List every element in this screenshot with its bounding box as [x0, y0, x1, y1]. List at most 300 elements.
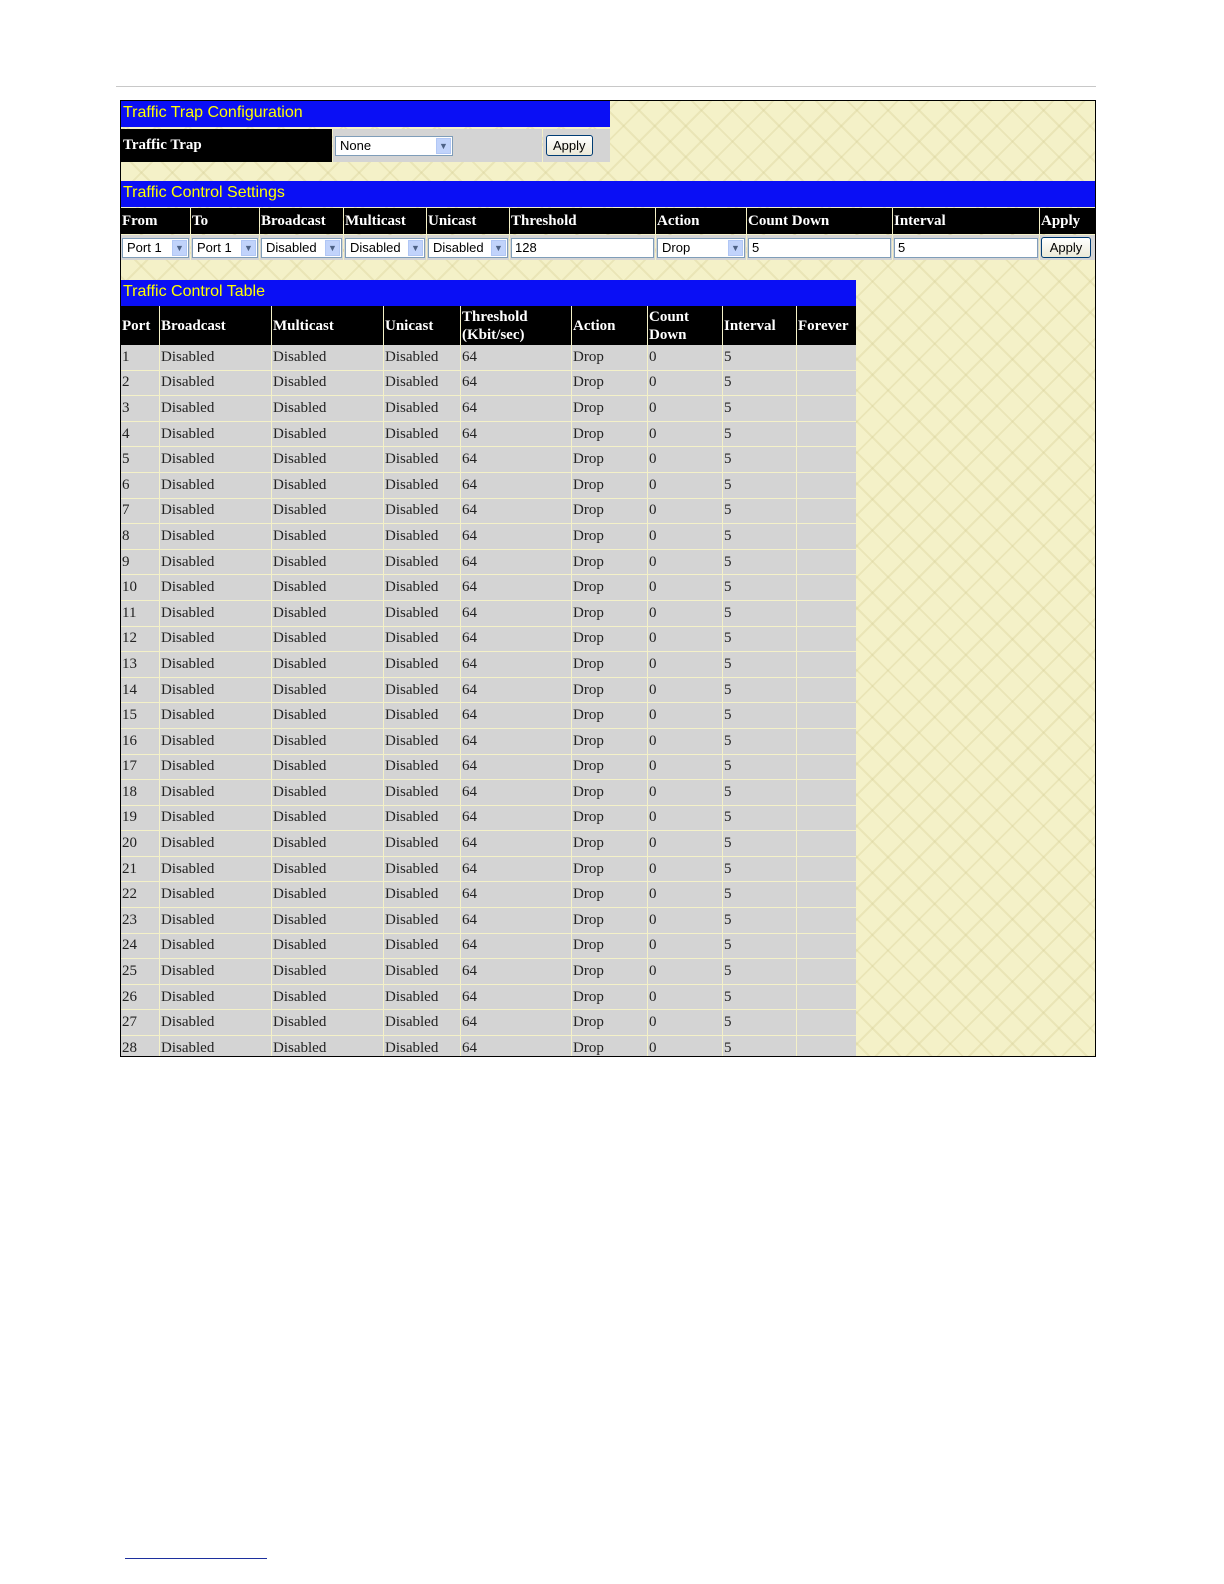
cell-action: Drop — [572, 499, 648, 525]
cell-count-down: 0 — [648, 499, 723, 525]
cell-action: Drop — [572, 678, 648, 704]
cell-multicast: Disabled — [272, 806, 384, 832]
table-row — [121, 371, 856, 397]
table-row — [121, 780, 856, 806]
header-interval: Interval — [723, 306, 797, 345]
broadcast-select[interactable] — [261, 238, 342, 258]
cell-count-down: 0 — [648, 473, 723, 499]
cell-count-down: 0 — [648, 908, 723, 934]
cell-interval: 5 — [723, 524, 797, 550]
cell-port: 26 — [121, 985, 160, 1011]
cell-unicast: Disabled — [384, 755, 461, 781]
chevron-down-icon: ▼ — [241, 240, 256, 256]
cell-port: 8 — [121, 524, 160, 550]
cell-forever — [797, 806, 856, 832]
cell-multicast: Disabled — [272, 780, 384, 806]
table-row — [121, 550, 856, 576]
cell-interval: 5 — [723, 882, 797, 908]
cell-count-down: 0 — [648, 550, 723, 576]
cell-count-down: 0 — [648, 1036, 723, 1057]
table-row — [121, 985, 856, 1011]
cell-interval: 5 — [723, 652, 797, 678]
cell-action: Drop — [572, 550, 648, 576]
cell-broadcast: Disabled — [160, 524, 272, 550]
cell-broadcast: Disabled — [160, 934, 272, 960]
cell-port: 7 — [121, 499, 160, 525]
cell-count-down: 0 — [648, 524, 723, 550]
cell-unicast: Disabled — [384, 627, 461, 653]
table-row — [121, 908, 856, 934]
cell-count-down: 0 — [648, 703, 723, 729]
cell-interval: 5 — [723, 396, 797, 422]
cell-forever — [797, 908, 856, 934]
table-row — [121, 345, 856, 371]
cell-forever — [797, 422, 856, 448]
header-unicast: Unicast — [384, 306, 461, 345]
cell-interval: 5 — [723, 575, 797, 601]
header-action: Action — [572, 306, 648, 345]
cell-unicast: Disabled — [384, 447, 461, 473]
cell-count-down: 0 — [648, 652, 723, 678]
cell-broadcast: Disabled — [160, 473, 272, 499]
table-row — [121, 1036, 856, 1057]
cell-interval: 5 — [723, 345, 797, 371]
cell-interval: 5 — [723, 447, 797, 473]
cell-multicast: Disabled — [272, 371, 384, 397]
cell-interval: 5 — [723, 1010, 797, 1036]
cell-unicast: Disabled — [384, 524, 461, 550]
cell-broadcast: Disabled — [160, 755, 272, 781]
table-row — [121, 857, 856, 883]
cell-broadcast: Disabled — [160, 422, 272, 448]
cell-action: Drop — [572, 959, 648, 985]
cell-action: Drop — [572, 371, 648, 397]
cell-threshold: 64 — [461, 473, 572, 499]
cell-broadcast: Disabled — [160, 857, 272, 883]
cell-multicast: Disabled — [272, 396, 384, 422]
table-row — [121, 499, 856, 525]
cell-threshold: 64 — [461, 371, 572, 397]
action-select[interactable] — [657, 238, 745, 258]
cell-action: Drop — [572, 831, 648, 857]
threshold-input[interactable]: 128 — [511, 238, 654, 258]
header-forever: Forever — [797, 306, 856, 345]
cell-count-down: 0 — [648, 575, 723, 601]
cell-interval: 5 — [723, 908, 797, 934]
cell-multicast: Disabled — [272, 447, 384, 473]
cell-count-down: 0 — [648, 396, 723, 422]
settings-header-row — [121, 208, 1095, 234]
cell-action: Drop — [572, 806, 648, 832]
unicast-value: Disabled — [433, 239, 484, 255]
cell-threshold: 64 — [461, 985, 572, 1011]
cell-unicast: Disabled — [384, 345, 461, 371]
cell-forever — [797, 780, 856, 806]
cell-broadcast: Disabled — [160, 985, 272, 1011]
cell-threshold: 64 — [461, 806, 572, 832]
cell-broadcast: Disabled — [160, 499, 272, 525]
cell-interval: 5 — [723, 729, 797, 755]
cell-count-down: 0 — [648, 831, 723, 857]
table-row — [121, 524, 856, 550]
cell-unicast: Disabled — [384, 499, 461, 525]
cell-threshold: 64 — [461, 396, 572, 422]
cell-count-down: 0 — [648, 882, 723, 908]
table-row — [121, 882, 856, 908]
cell-threshold: 64 — [461, 447, 572, 473]
cell-threshold: 64 — [461, 652, 572, 678]
cell-action: Drop — [572, 652, 648, 678]
table-row — [121, 652, 856, 678]
cell-port: 6 — [121, 473, 160, 499]
table-header-row — [121, 306, 856, 345]
cell-forever — [797, 934, 856, 960]
cell-threshold: 64 — [461, 780, 572, 806]
traffic-trap-select[interactable] — [335, 136, 453, 156]
cell-unicast: Disabled — [384, 652, 461, 678]
content-frame — [120, 100, 1096, 1057]
cell-forever — [797, 1010, 856, 1036]
cell-forever — [797, 575, 856, 601]
cell-port: 13 — [121, 652, 160, 678]
cell-threshold: 64 — [461, 729, 572, 755]
cell-forever — [797, 524, 856, 550]
cell-unicast: Disabled — [384, 550, 461, 576]
cell-multicast: Disabled — [272, 985, 384, 1011]
cell-forever — [797, 831, 856, 857]
cell-unicast: Disabled — [384, 934, 461, 960]
cell-port: 2 — [121, 371, 160, 397]
cell-broadcast: Disabled — [160, 396, 272, 422]
to-port-select[interactable] — [192, 238, 258, 258]
cell-threshold: 64 — [461, 499, 572, 525]
cell-threshold: 64 — [461, 422, 572, 448]
cell-broadcast: Disabled — [160, 447, 272, 473]
settings-header-count-down: Count Down — [747, 208, 892, 234]
cell-interval: 5 — [723, 755, 797, 781]
cell-multicast: Disabled — [272, 1036, 384, 1057]
cell-threshold: 64 — [461, 857, 572, 883]
cell-action: Drop — [572, 627, 648, 653]
cell-forever — [797, 447, 856, 473]
cell-broadcast: Disabled — [160, 627, 272, 653]
cell-broadcast: Disabled — [160, 780, 272, 806]
header-count-down: Count Down — [648, 306, 723, 345]
cell-port: 9 — [121, 550, 160, 576]
chevron-down-icon: ▼ — [491, 240, 506, 256]
cell-forever — [797, 396, 856, 422]
traffic-control-settings-title: Traffic Control Settings — [121, 181, 1095, 207]
cell-count-down: 0 — [648, 985, 723, 1011]
table-row — [121, 422, 856, 448]
table-row — [121, 601, 856, 627]
cell-count-down: 0 — [648, 371, 723, 397]
cell-multicast: Disabled — [272, 575, 384, 601]
table-row — [121, 473, 856, 499]
cell-forever — [797, 652, 856, 678]
cell-action: Drop — [572, 345, 648, 371]
from-port-select[interactable] — [122, 238, 189, 258]
unicast-select[interactable] — [428, 238, 508, 258]
cell-unicast: Disabled — [384, 575, 461, 601]
cell-port: 19 — [121, 806, 160, 832]
cell-multicast: Disabled — [272, 627, 384, 653]
cell-threshold: 64 — [461, 1036, 572, 1057]
cell-broadcast: Disabled — [160, 550, 272, 576]
cell-port: 22 — [121, 882, 160, 908]
cell-interval: 5 — [723, 831, 797, 857]
cell-action: Drop — [572, 422, 648, 448]
cell-forever — [797, 345, 856, 371]
cell-action: Drop — [572, 1010, 648, 1036]
cell-forever — [797, 729, 856, 755]
cell-broadcast: Disabled — [160, 601, 272, 627]
cell-multicast: Disabled — [272, 652, 384, 678]
cell-interval: 5 — [723, 703, 797, 729]
cell-port: 25 — [121, 959, 160, 985]
cell-unicast: Disabled — [384, 473, 461, 499]
table-row — [121, 806, 856, 832]
cell-action: Drop — [572, 1036, 648, 1057]
cell-action: Drop — [572, 575, 648, 601]
from-port-value: Port 1 — [127, 239, 162, 255]
multicast-select[interactable] — [345, 238, 425, 258]
chevron-down-icon: ▼ — [172, 240, 187, 256]
cell-multicast: Disabled — [272, 678, 384, 704]
cell-threshold: 64 — [461, 627, 572, 653]
table-row — [121, 1010, 856, 1036]
to-port-value: Port 1 — [197, 239, 232, 255]
cell-broadcast: Disabled — [160, 959, 272, 985]
cell-count-down: 0 — [648, 422, 723, 448]
cell-forever — [797, 371, 856, 397]
table-row — [121, 729, 856, 755]
settings-input-row — [121, 235, 1095, 260]
cell-forever — [797, 985, 856, 1011]
cell-count-down: 0 — [648, 934, 723, 960]
cell-multicast: Disabled — [272, 959, 384, 985]
cell-port: 16 — [121, 729, 160, 755]
cell-count-down: 0 — [648, 755, 723, 781]
traffic-control-table — [121, 306, 856, 1057]
cell-threshold: 64 — [461, 345, 572, 371]
cell-interval: 5 — [723, 473, 797, 499]
header-broadcast: Broadcast — [160, 306, 272, 345]
header-threshold: Threshold (Kbit/sec) — [461, 306, 572, 345]
table-body — [121, 345, 856, 1057]
cell-interval: 5 — [723, 550, 797, 576]
cell-port: 20 — [121, 831, 160, 857]
cell-broadcast: Disabled — [160, 345, 272, 371]
table-row — [121, 831, 856, 857]
cell-port: 11 — [121, 601, 160, 627]
cell-action: Drop — [572, 908, 648, 934]
cell-interval: 5 — [723, 601, 797, 627]
cell-threshold: 64 — [461, 831, 572, 857]
cell-count-down: 0 — [648, 729, 723, 755]
chevron-down-icon: ▼ — [728, 240, 743, 256]
cell-unicast: Disabled — [384, 1010, 461, 1036]
cell-threshold: 64 — [461, 908, 572, 934]
cell-broadcast: Disabled — [160, 908, 272, 934]
cell-action: Drop — [572, 755, 648, 781]
settings-header-unicast: Unicast — [427, 208, 509, 234]
table-row — [121, 934, 856, 960]
cell-action: Drop — [572, 729, 648, 755]
cell-multicast: Disabled — [272, 1010, 384, 1036]
cell-forever — [797, 550, 856, 576]
cell-interval: 5 — [723, 627, 797, 653]
cell-action: Drop — [572, 882, 648, 908]
settings-header-multicast: Multicast — [344, 208, 426, 234]
table-row — [121, 959, 856, 985]
cell-forever — [797, 703, 856, 729]
cell-forever — [797, 473, 856, 499]
cell-unicast: Disabled — [384, 703, 461, 729]
cell-broadcast: Disabled — [160, 652, 272, 678]
header-multicast: Multicast — [272, 306, 384, 345]
cell-forever — [797, 678, 856, 704]
cell-interval: 5 — [723, 934, 797, 960]
cell-interval: 5 — [723, 806, 797, 832]
settings-header-broadcast: Broadcast — [260, 208, 343, 234]
cell-unicast: Disabled — [384, 780, 461, 806]
cell-multicast: Disabled — [272, 755, 384, 781]
table-row — [121, 678, 856, 704]
cell-interval: 5 — [723, 959, 797, 985]
cell-multicast: Disabled — [272, 550, 384, 576]
cell-multicast: Disabled — [272, 934, 384, 960]
cell-broadcast: Disabled — [160, 729, 272, 755]
table-row — [121, 575, 856, 601]
top-divider — [116, 86, 1096, 87]
cell-broadcast: Disabled — [160, 575, 272, 601]
broadcast-value: Disabled — [266, 239, 317, 255]
cell-multicast: Disabled — [272, 601, 384, 627]
cell-broadcast: Disabled — [160, 678, 272, 704]
cell-port: 10 — [121, 575, 160, 601]
cell-port: 12 — [121, 627, 160, 653]
cell-multicast: Disabled — [272, 473, 384, 499]
traffic-control-table-title: Traffic Control Table — [121, 280, 856, 306]
cell-unicast: Disabled — [384, 985, 461, 1011]
settings-header-interval: Interval — [893, 208, 1039, 234]
chevron-down-icon: ▼ — [325, 240, 340, 256]
cell-unicast: Disabled — [384, 959, 461, 985]
cell-count-down: 0 — [648, 447, 723, 473]
cell-threshold: 64 — [461, 755, 572, 781]
cell-action: Drop — [572, 447, 648, 473]
cell-interval: 5 — [723, 678, 797, 704]
traffic-trap-title: Traffic Trap Configuration — [121, 101, 610, 127]
cell-multicast: Disabled — [272, 831, 384, 857]
cell-multicast: Disabled — [272, 499, 384, 525]
table-row — [121, 396, 856, 422]
settings-apply-button[interactable]: Apply — [1041, 237, 1091, 258]
cell-forever — [797, 1036, 856, 1057]
traffic-trap-label: Traffic Trap — [121, 129, 332, 162]
cell-port: 1 — [121, 345, 160, 371]
cell-unicast: Disabled — [384, 371, 461, 397]
interval-input[interactable]: 5 — [894, 238, 1038, 258]
cell-port: 18 — [121, 780, 160, 806]
cell-action: Drop — [572, 473, 648, 499]
cell-count-down: 0 — [648, 345, 723, 371]
cell-broadcast: Disabled — [160, 806, 272, 832]
chevron-down-icon: ▼ — [436, 138, 451, 154]
cell-multicast: Disabled — [272, 882, 384, 908]
header-port: Port — [121, 306, 160, 345]
cell-count-down: 0 — [648, 806, 723, 832]
cell-threshold: 64 — [461, 934, 572, 960]
cell-interval: 5 — [723, 780, 797, 806]
cell-forever — [797, 627, 856, 653]
cell-threshold: 64 — [461, 703, 572, 729]
cell-action: Drop — [572, 601, 648, 627]
cell-threshold: 64 — [461, 575, 572, 601]
cell-interval: 5 — [723, 985, 797, 1011]
table-row — [121, 755, 856, 781]
cell-multicast: Disabled — [272, 345, 384, 371]
traffic-trap-apply-button[interactable]: Apply — [546, 135, 593, 156]
cell-broadcast: Disabled — [160, 882, 272, 908]
cell-threshold: 64 — [461, 882, 572, 908]
cell-multicast: Disabled — [272, 524, 384, 550]
cell-threshold: 64 — [461, 1010, 572, 1036]
cell-broadcast: Disabled — [160, 1036, 272, 1057]
cell-forever — [797, 755, 856, 781]
cell-threshold: 64 — [461, 601, 572, 627]
table-row — [121, 447, 856, 473]
action-value: Drop — [662, 239, 691, 255]
cell-count-down: 0 — [648, 1010, 723, 1036]
cell-forever — [797, 601, 856, 627]
cell-port: 17 — [121, 755, 160, 781]
cell-unicast: Disabled — [384, 831, 461, 857]
cell-port: 5 — [121, 447, 160, 473]
cell-action: Drop — [572, 703, 648, 729]
cell-port: 28 — [121, 1036, 160, 1057]
cell-interval: 5 — [723, 499, 797, 525]
cell-action: Drop — [572, 934, 648, 960]
cell-unicast: Disabled — [384, 857, 461, 883]
settings-header-from: From — [121, 208, 190, 234]
cell-count-down: 0 — [648, 627, 723, 653]
cell-multicast: Disabled — [272, 908, 384, 934]
cell-count-down: 0 — [648, 780, 723, 806]
cell-unicast: Disabled — [384, 678, 461, 704]
cell-action: Drop — [572, 524, 648, 550]
table-row — [121, 703, 856, 729]
cell-count-down: 0 — [648, 959, 723, 985]
cell-threshold: 64 — [461, 959, 572, 985]
cell-threshold: 64 — [461, 524, 572, 550]
cell-port: 3 — [121, 396, 160, 422]
cell-count-down: 0 — [648, 857, 723, 883]
count-down-input[interactable]: 5 — [748, 238, 891, 258]
cell-broadcast: Disabled — [160, 1010, 272, 1036]
cell-port: 21 — [121, 857, 160, 883]
cell-action: Drop — [572, 857, 648, 883]
cell-count-down: 0 — [648, 678, 723, 704]
cell-port: 15 — [121, 703, 160, 729]
cell-action: Drop — [572, 780, 648, 806]
cell-threshold: 64 — [461, 550, 572, 576]
cell-action: Drop — [572, 396, 648, 422]
cell-unicast: Disabled — [384, 882, 461, 908]
cell-unicast: Disabled — [384, 806, 461, 832]
cell-unicast: Disabled — [384, 908, 461, 934]
